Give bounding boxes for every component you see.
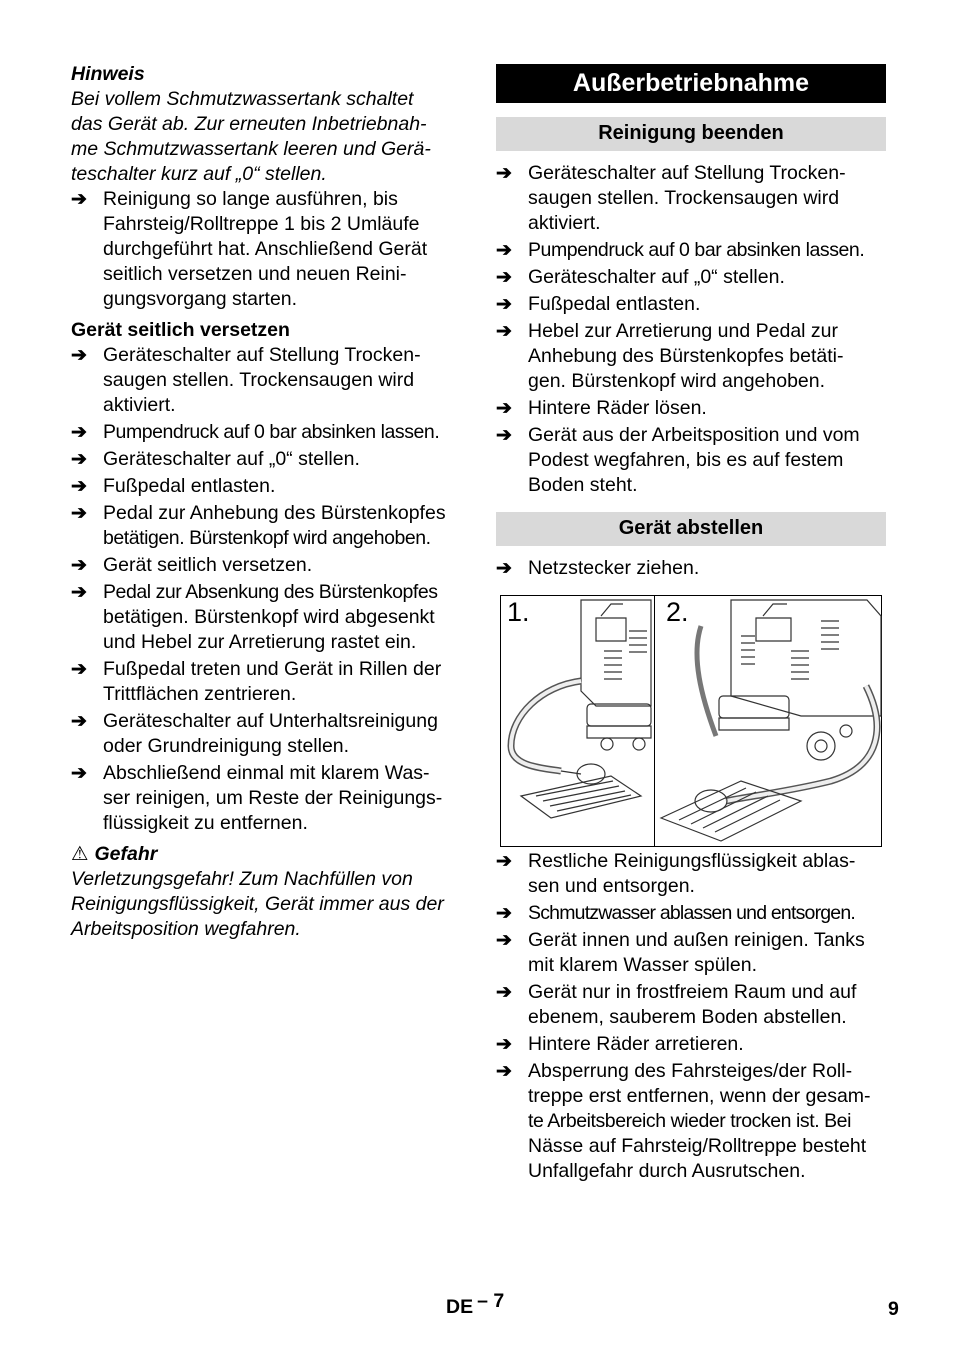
arrow-right-icon: ➔: [71, 345, 87, 366]
figure-label-2: 2.: [666, 597, 689, 627]
arrow-right-icon: ➔: [496, 267, 512, 288]
note-line: me Schmutzwassertank leeren und Gerä-: [71, 138, 431, 160]
list-item: [496, 1032, 886, 1057]
list-item-line: gen. Bürstenkopf wird angehoben.: [528, 370, 826, 392]
section-title: Außerbetriebnahme: [496, 64, 886, 103]
list-item-line: Gerät nur in frostfreiem Raum und auf: [528, 981, 857, 1003]
note-line: Bei vollem Schmutzwassertank schaltet: [71, 88, 414, 110]
list-item-line: Fußpedal entlasten.: [528, 293, 701, 315]
list-item-line: Geräteschalter auf Stellung Trocken-: [103, 344, 421, 366]
list-item-line: betätigen. Bürstenkopf wird angehoben.: [103, 527, 431, 549]
arrow-right-icon: ➔: [496, 240, 512, 261]
list-item-line: und Hebel zur Arretierung rastet ein.: [103, 631, 417, 653]
arrow-right-icon: ➔: [71, 422, 87, 443]
list-item: [71, 501, 461, 551]
list-item-line: Geräteschalter auf „0“ stellen.: [528, 266, 785, 288]
list-item: [71, 343, 461, 418]
list-item-line: ser reinigen, um Reste der Reinigungs-: [103, 787, 443, 809]
list-item-line: Hebel zur Arretierung und Pedal zur: [528, 320, 839, 342]
danger-line: Verletzungsgefahr! Zum Nachfüllen von: [71, 868, 413, 890]
list-item-line: treppe erst entfernen, wenn der gesam-: [528, 1085, 871, 1107]
list-item-line: Geräteschalter auf Unterhaltsreinigung: [103, 710, 438, 732]
arrow-right-icon: ➔: [71, 582, 87, 603]
list-item-line: Schmutzwasser ablassen und entsorgen.: [528, 902, 856, 924]
footer-language-page: [446, 1290, 505, 1319]
list-item-line: Geräteschalter auf „0“ stellen.: [103, 448, 360, 470]
subheading-move-sideways: Gerät seitlich versetzen: [71, 319, 290, 341]
warning-triangle-icon: ⚠: [71, 843, 89, 865]
list-item-line: Unfallgefahr durch Ausrutschen.: [528, 1160, 806, 1182]
list-item-line: Fußpedal entlasten.: [103, 475, 276, 497]
danger-text: [71, 867, 461, 942]
list-item-line: oder Grundreinigung stellen.: [103, 735, 350, 757]
arrow-right-icon: ➔: [71, 555, 87, 576]
list-item-line: Gerät aus der Arbeitsposition und vom: [528, 424, 860, 446]
note-line: das Gerät ab. Zur erneuten Inbetriebnah-: [71, 113, 427, 135]
danger-line: Reinigungsflüssigkeit, Gerät immer aus der: [71, 893, 444, 915]
right-column: [496, 62, 886, 1186]
arrow-right-icon: ➔: [496, 398, 512, 419]
list-item-line: Fahrsteig/Rolltreppe 1 bis 2 Umläufe: [103, 213, 420, 235]
arrow-right-icon: ➔: [496, 294, 512, 315]
arrow-right-icon: ➔: [71, 659, 87, 680]
list-item-line: te Arbeitsbereich wieder trocken ist. Bei: [528, 1110, 851, 1132]
arrow-right-icon: ➔: [71, 449, 87, 470]
list-item-line: betätigen. Bürstenkopf wird abgesenkt: [103, 606, 435, 628]
page-number: 9: [888, 1298, 899, 1320]
list-item-line: Geräteschalter auf Stellung Trocken-: [528, 162, 846, 184]
arrow-right-icon: ➔: [496, 1061, 512, 1082]
list-item: [496, 238, 886, 263]
list-item-line: saugen stellen. Trockensaugen wird: [103, 369, 415, 391]
list-item-line: Absperrung des Fahrsteiges/der Roll-: [528, 1060, 853, 1082]
list-item: [496, 319, 886, 394]
list-item-line: Hintere Räder lösen.: [528, 397, 707, 419]
drain-hose-illustration: [500, 595, 882, 847]
end-cleaning-steps-list: [496, 161, 886, 498]
arrow-right-icon: ➔: [496, 851, 512, 872]
list-item-line: aktiviert.: [528, 212, 601, 234]
figure-label-1: 1.: [507, 597, 530, 627]
list-item-line: sen und entsorgen.: [528, 875, 695, 897]
list-item: [71, 420, 461, 445]
park-device-steps-list: [496, 556, 886, 581]
list-item-line: Gerät innen und außen reinigen. Tanks: [528, 929, 865, 951]
arrow-right-icon: ➔: [71, 189, 87, 210]
list-item-line: Boden steht.: [528, 474, 638, 496]
list-item: [496, 980, 886, 1030]
list-item: [496, 292, 886, 317]
arrow-right-icon: ➔: [496, 321, 512, 342]
list-item-line: Restliche Reinigungsflüssigkeit ablas-: [528, 850, 856, 872]
arrow-right-icon: ➔: [496, 558, 512, 579]
arrow-right-icon: ➔: [71, 711, 87, 732]
arrow-right-icon: ➔: [71, 503, 87, 524]
list-item: [71, 657, 461, 707]
list-item-line: mit klarem Wasser spülen.: [528, 954, 758, 976]
footer-section-page: – 7: [477, 1290, 505, 1312]
list-item: [496, 161, 886, 236]
list-item-line: Pumpendruck auf 0 bar absinken lassen.: [528, 239, 865, 261]
subsection-park-device: Gerät abstellen: [496, 512, 886, 546]
figure-divider: [654, 596, 655, 846]
list-item: [71, 187, 461, 312]
list-item-line: Pedal zur Anhebung des Bürstenkopfes: [103, 502, 446, 524]
arrow-right-icon: ➔: [71, 763, 87, 784]
cleaning-steps-list: [71, 187, 461, 312]
list-item-line: gungsvorgang starten.: [103, 288, 298, 310]
list-item: [496, 849, 886, 899]
list-item: [496, 396, 886, 421]
list-item-line: ebenem, sauberem Boden abstellen.: [528, 1006, 847, 1028]
note-line: teschalter kurz auf „0“ stellen.: [71, 163, 327, 185]
list-item-line: aktiviert.: [103, 394, 176, 416]
list-item: [71, 474, 461, 499]
list-item-line: Fußpedal treten und Gerät in Rillen der: [103, 658, 442, 680]
list-item-line: Nässe auf Fahrsteig/Rolltreppe besteht: [528, 1135, 867, 1157]
illustration-drawing: [501, 596, 883, 848]
arrow-right-icon: ➔: [496, 930, 512, 951]
list-item: [71, 447, 461, 472]
list-item-line: Trittflächen zentrieren.: [103, 683, 297, 705]
list-item: [496, 423, 886, 498]
list-item-line: durchgeführt hat. Anschließend Gerät: [103, 238, 428, 260]
list-item-line: Netzstecker ziehen.: [528, 557, 700, 579]
danger-title-text: Gefahr: [94, 843, 158, 865]
subsection-end-cleaning: Reinigung beenden: [496, 117, 886, 151]
note-title: Hinweis: [71, 63, 145, 85]
list-item-line: Reinigung so lange ausführen, bis: [103, 188, 398, 210]
list-item: [71, 709, 461, 759]
danger-title: [71, 842, 461, 867]
list-item: [71, 761, 461, 836]
list-item-line: Hintere Räder arretieren.: [528, 1033, 744, 1055]
park-device-steps-list-2: [496, 849, 886, 1184]
arrow-right-icon: ➔: [496, 1034, 512, 1055]
list-item-line: flüssigkeit zu entfernen.: [103, 812, 308, 834]
list-item: [496, 928, 886, 978]
list-item: [71, 580, 461, 655]
list-item-line: saugen stellen. Trockensaugen wird: [528, 187, 840, 209]
arrow-right-icon: ➔: [496, 982, 512, 1003]
list-item-line: Gerät seitlich versetzen.: [103, 554, 313, 576]
list-item-line: Abschließend einmal mit klarem Was-: [103, 762, 430, 784]
list-item: [496, 1059, 886, 1184]
list-item: [71, 553, 461, 578]
footer-language: DE: [446, 1296, 474, 1318]
list-item-line: Pedal zur Absenkung des Bürstenkopfes: [103, 581, 438, 603]
left-column: [71, 62, 461, 942]
list-item-line: Anhebung des Bürstenkopfes betäti-: [528, 345, 844, 367]
list-item: [496, 265, 886, 290]
list-item: [496, 556, 886, 581]
arrow-right-icon: ➔: [71, 476, 87, 497]
list-item-line: Pumpendruck auf 0 bar absinken lassen.: [103, 421, 440, 443]
arrow-right-icon: ➔: [496, 903, 512, 924]
note-text: [71, 87, 461, 187]
arrow-right-icon: ➔: [496, 425, 512, 446]
list-item-line: Podest wegfahren, bis es auf festem: [528, 449, 844, 471]
list-item: [496, 901, 886, 926]
list-item-line: seitlich versetzen und neuen Reini-: [103, 263, 407, 285]
move-sideways-steps-list: [71, 343, 461, 836]
danger-line: Arbeitsposition wegfahren.: [71, 918, 301, 940]
arrow-right-icon: ➔: [496, 163, 512, 184]
